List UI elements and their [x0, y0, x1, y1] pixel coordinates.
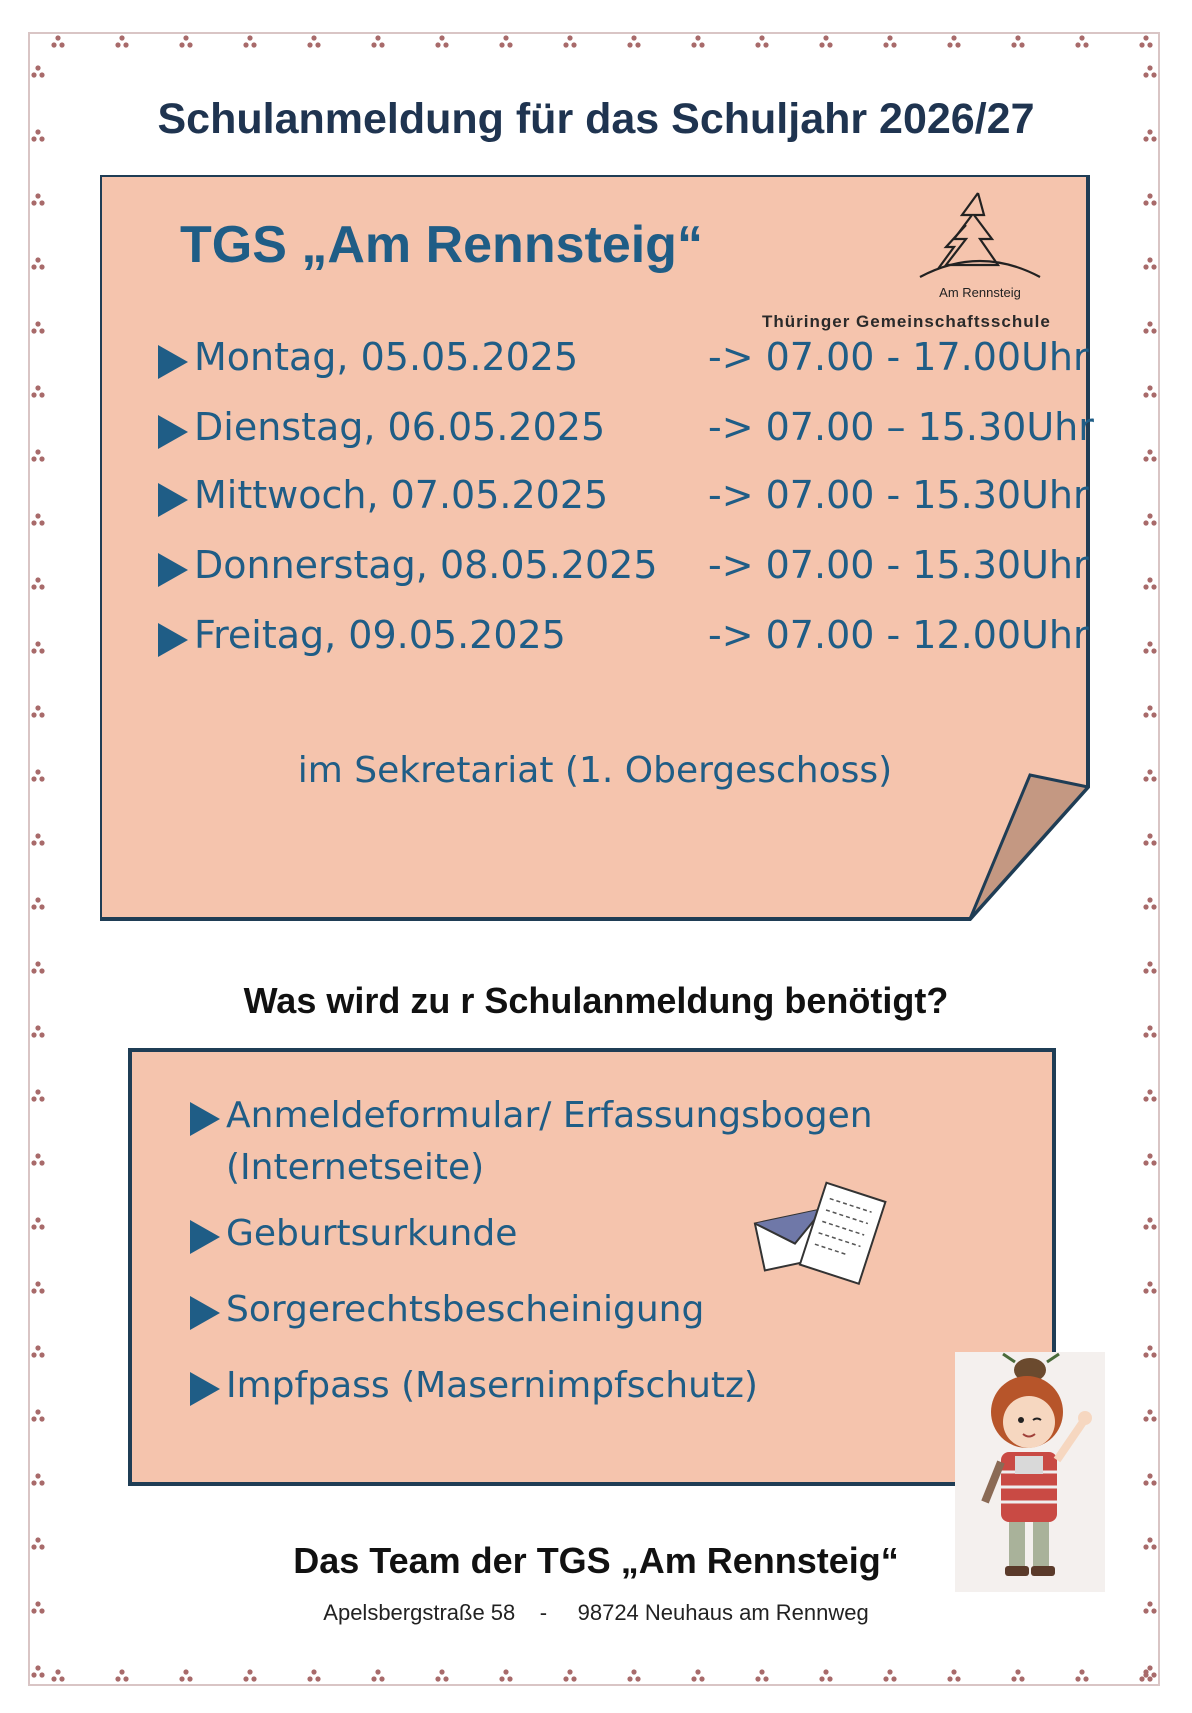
school-logo	[910, 185, 1050, 305]
border-dot-cluster	[31, 641, 44, 653]
border-dot-cluster	[627, 35, 640, 47]
border-dot-cluster	[31, 513, 44, 525]
border-dot-cluster	[31, 321, 44, 333]
border-dot-cluster	[1143, 257, 1156, 269]
border-dot-cluster	[51, 35, 64, 47]
schedule-row	[158, 543, 1089, 593]
border-dot-cluster	[1011, 1669, 1024, 1681]
border-dot-cluster	[499, 35, 512, 47]
border-dot-cluster	[371, 35, 384, 47]
border-dot-cluster	[31, 1153, 44, 1165]
border-dot-cluster	[31, 833, 44, 845]
border-dot-cluster	[1143, 1281, 1156, 1293]
border-dot-cluster	[31, 1345, 44, 1357]
border-dot-cluster	[1143, 641, 1156, 653]
logo-text: Am Rennsteig	[939, 285, 1021, 300]
border-dot-cluster	[31, 65, 44, 77]
border-dot-cluster	[307, 35, 320, 47]
border-dot-cluster	[883, 1669, 896, 1681]
border-dot-cluster	[179, 1669, 192, 1681]
border-dot-cluster	[1143, 385, 1156, 397]
requirement-text: Anmeldeformular/ Erfassungsbogen (Internetseite)	[226, 1095, 873, 1188]
border-dot-cluster	[819, 1669, 832, 1681]
border-dot-cluster	[31, 961, 44, 973]
border-dot-cluster	[947, 35, 960, 47]
border-dot-cluster	[31, 1025, 44, 1037]
arrow-bullet-icon	[158, 415, 188, 449]
schedule-row	[158, 613, 1089, 663]
border-dot-cluster	[1143, 193, 1156, 205]
border-dot-cluster	[499, 1669, 512, 1681]
schedule-day: Montag, 05.05.2025	[194, 335, 579, 379]
border-dot-cluster	[31, 769, 44, 781]
arrow-bullet-icon	[190, 1372, 220, 1406]
border-dot-cluster	[1075, 35, 1088, 47]
arrow-bullet-icon	[158, 483, 188, 517]
schedule-day: Mittwoch, 07.05.2025	[194, 473, 609, 517]
border-dot-cluster	[691, 35, 704, 47]
location-note: im Sekretariat (1. Obergeschoss)	[297, 750, 893, 791]
border-dot-cluster	[1143, 65, 1156, 77]
border-dot-cluster	[1143, 897, 1156, 909]
school-name: TGS „Am Rennsteig“	[180, 216, 703, 274]
border-dot-cluster	[31, 897, 44, 909]
arrow-bullet-icon	[158, 623, 188, 657]
schedule-time: -> 07.00 - 12.00Uhr	[708, 613, 1089, 657]
page-title: Schulanmeldung für das Schuljahr 2026/27	[157, 95, 1035, 143]
arrow-bullet-icon	[190, 1296, 220, 1330]
schedule-row	[158, 473, 1089, 523]
schedule-time: -> 07.00 - 15.30Uhr	[708, 473, 1089, 517]
letters-envelope-icon	[752, 1172, 890, 1294]
border-dot-cluster	[31, 449, 44, 461]
footer-team: Das Team der TGS „Am Rennsteig“	[293, 1540, 899, 1581]
border-dot-cluster	[31, 193, 44, 205]
border-dot-cluster	[31, 1473, 44, 1485]
border-dot-cluster	[819, 35, 832, 47]
school-type-caption: Thüringer Gemeinschaftsschule	[762, 312, 1051, 331]
border-dot-cluster	[947, 1669, 960, 1681]
border-dot-cluster	[179, 35, 192, 47]
border-dot-cluster	[1143, 705, 1156, 717]
pine-tree-icon	[920, 193, 1040, 277]
border-dot-cluster	[243, 1669, 256, 1681]
arrow-bullet-icon	[158, 345, 188, 379]
schedule-row	[158, 405, 1094, 455]
border-dot-cluster	[1143, 833, 1156, 845]
border-dot-cluster	[1143, 1153, 1156, 1165]
schedule-time: -> 07.00 - 15.30Uhr	[708, 543, 1089, 587]
footer-address: Apelsbergstraße 58 - 98724 Neuhaus am Rennweg	[323, 1600, 869, 1625]
border-dot-cluster	[1143, 577, 1156, 589]
schedule-time: -> 07.00 - 17.00Uhr	[708, 335, 1089, 379]
border-dot-cluster	[435, 35, 448, 47]
schedule-time: -> 07.00 – 15.30Uhr	[708, 405, 1094, 449]
border-dot-cluster	[1143, 513, 1156, 525]
border-dot-cluster	[31, 1089, 44, 1101]
border-dot-cluster	[563, 1669, 576, 1681]
border-dot-cluster	[115, 35, 128, 47]
border-dot-cluster	[1143, 1025, 1156, 1037]
border-dot-cluster	[1143, 1089, 1156, 1101]
schedule-note-card	[100, 175, 1094, 921]
border-dot-cluster	[1143, 1409, 1156, 1421]
border-dot-cluster	[755, 1669, 768, 1681]
requirement-text: Impfpass (Masernimpfschutz)	[226, 1365, 758, 1406]
border-dot-cluster	[627, 1669, 640, 1681]
border-dot-cluster	[883, 35, 896, 47]
border-dot-cluster	[1011, 35, 1024, 47]
border-dot-cluster	[1143, 769, 1156, 781]
border-dot-cluster	[243, 35, 256, 47]
border-dot-cluster	[563, 35, 576, 47]
border-dot-cluster	[51, 1669, 64, 1681]
arrow-bullet-icon	[190, 1102, 220, 1136]
requirement-text: Sorgerechtsbescheinigung	[226, 1289, 705, 1330]
border-dot-cluster	[435, 1669, 448, 1681]
schedule-day: Donnerstag, 08.05.2025	[194, 543, 658, 587]
requirements-heading: Was wird zu r Schulanmeldung benötigt?	[243, 980, 949, 1021]
border-dot-cluster	[31, 1217, 44, 1229]
border-dot-cluster	[31, 257, 44, 269]
border-dot-cluster	[691, 1669, 704, 1681]
border-dot-cluster	[1139, 35, 1152, 47]
border-dot-cluster	[755, 35, 768, 47]
border-dot-cluster	[1075, 1669, 1088, 1681]
requirements-box	[128, 1048, 1056, 1486]
schedule-day: Dienstag, 06.05.2025	[194, 405, 606, 449]
border-dot-cluster	[31, 577, 44, 589]
border-dot-cluster	[1143, 1345, 1156, 1357]
border-dot-cluster	[1143, 1473, 1156, 1485]
arrow-bullet-icon	[158, 553, 188, 587]
border-dot-cluster	[1143, 1217, 1156, 1229]
border-dot-cluster	[31, 1409, 44, 1421]
border-dot-cluster	[1143, 321, 1156, 333]
border-dot-cluster	[371, 1669, 384, 1681]
schedule-day: Freitag, 09.05.2025	[194, 613, 566, 657]
border-dot-cluster	[1143, 961, 1156, 973]
border-dot-cluster	[115, 1669, 128, 1681]
border-dot-cluster	[31, 385, 44, 397]
requirement-text: Geburtsurkunde	[226, 1213, 518, 1254]
border-dot-cluster	[307, 1669, 320, 1681]
border-dot-cluster	[1143, 449, 1156, 461]
border-dot-cluster	[31, 1281, 44, 1293]
schedule-row	[158, 335, 1089, 385]
arrow-bullet-icon	[190, 1220, 220, 1254]
border-dot-cluster	[31, 705, 44, 717]
border-dot-cluster	[31, 1665, 44, 1677]
